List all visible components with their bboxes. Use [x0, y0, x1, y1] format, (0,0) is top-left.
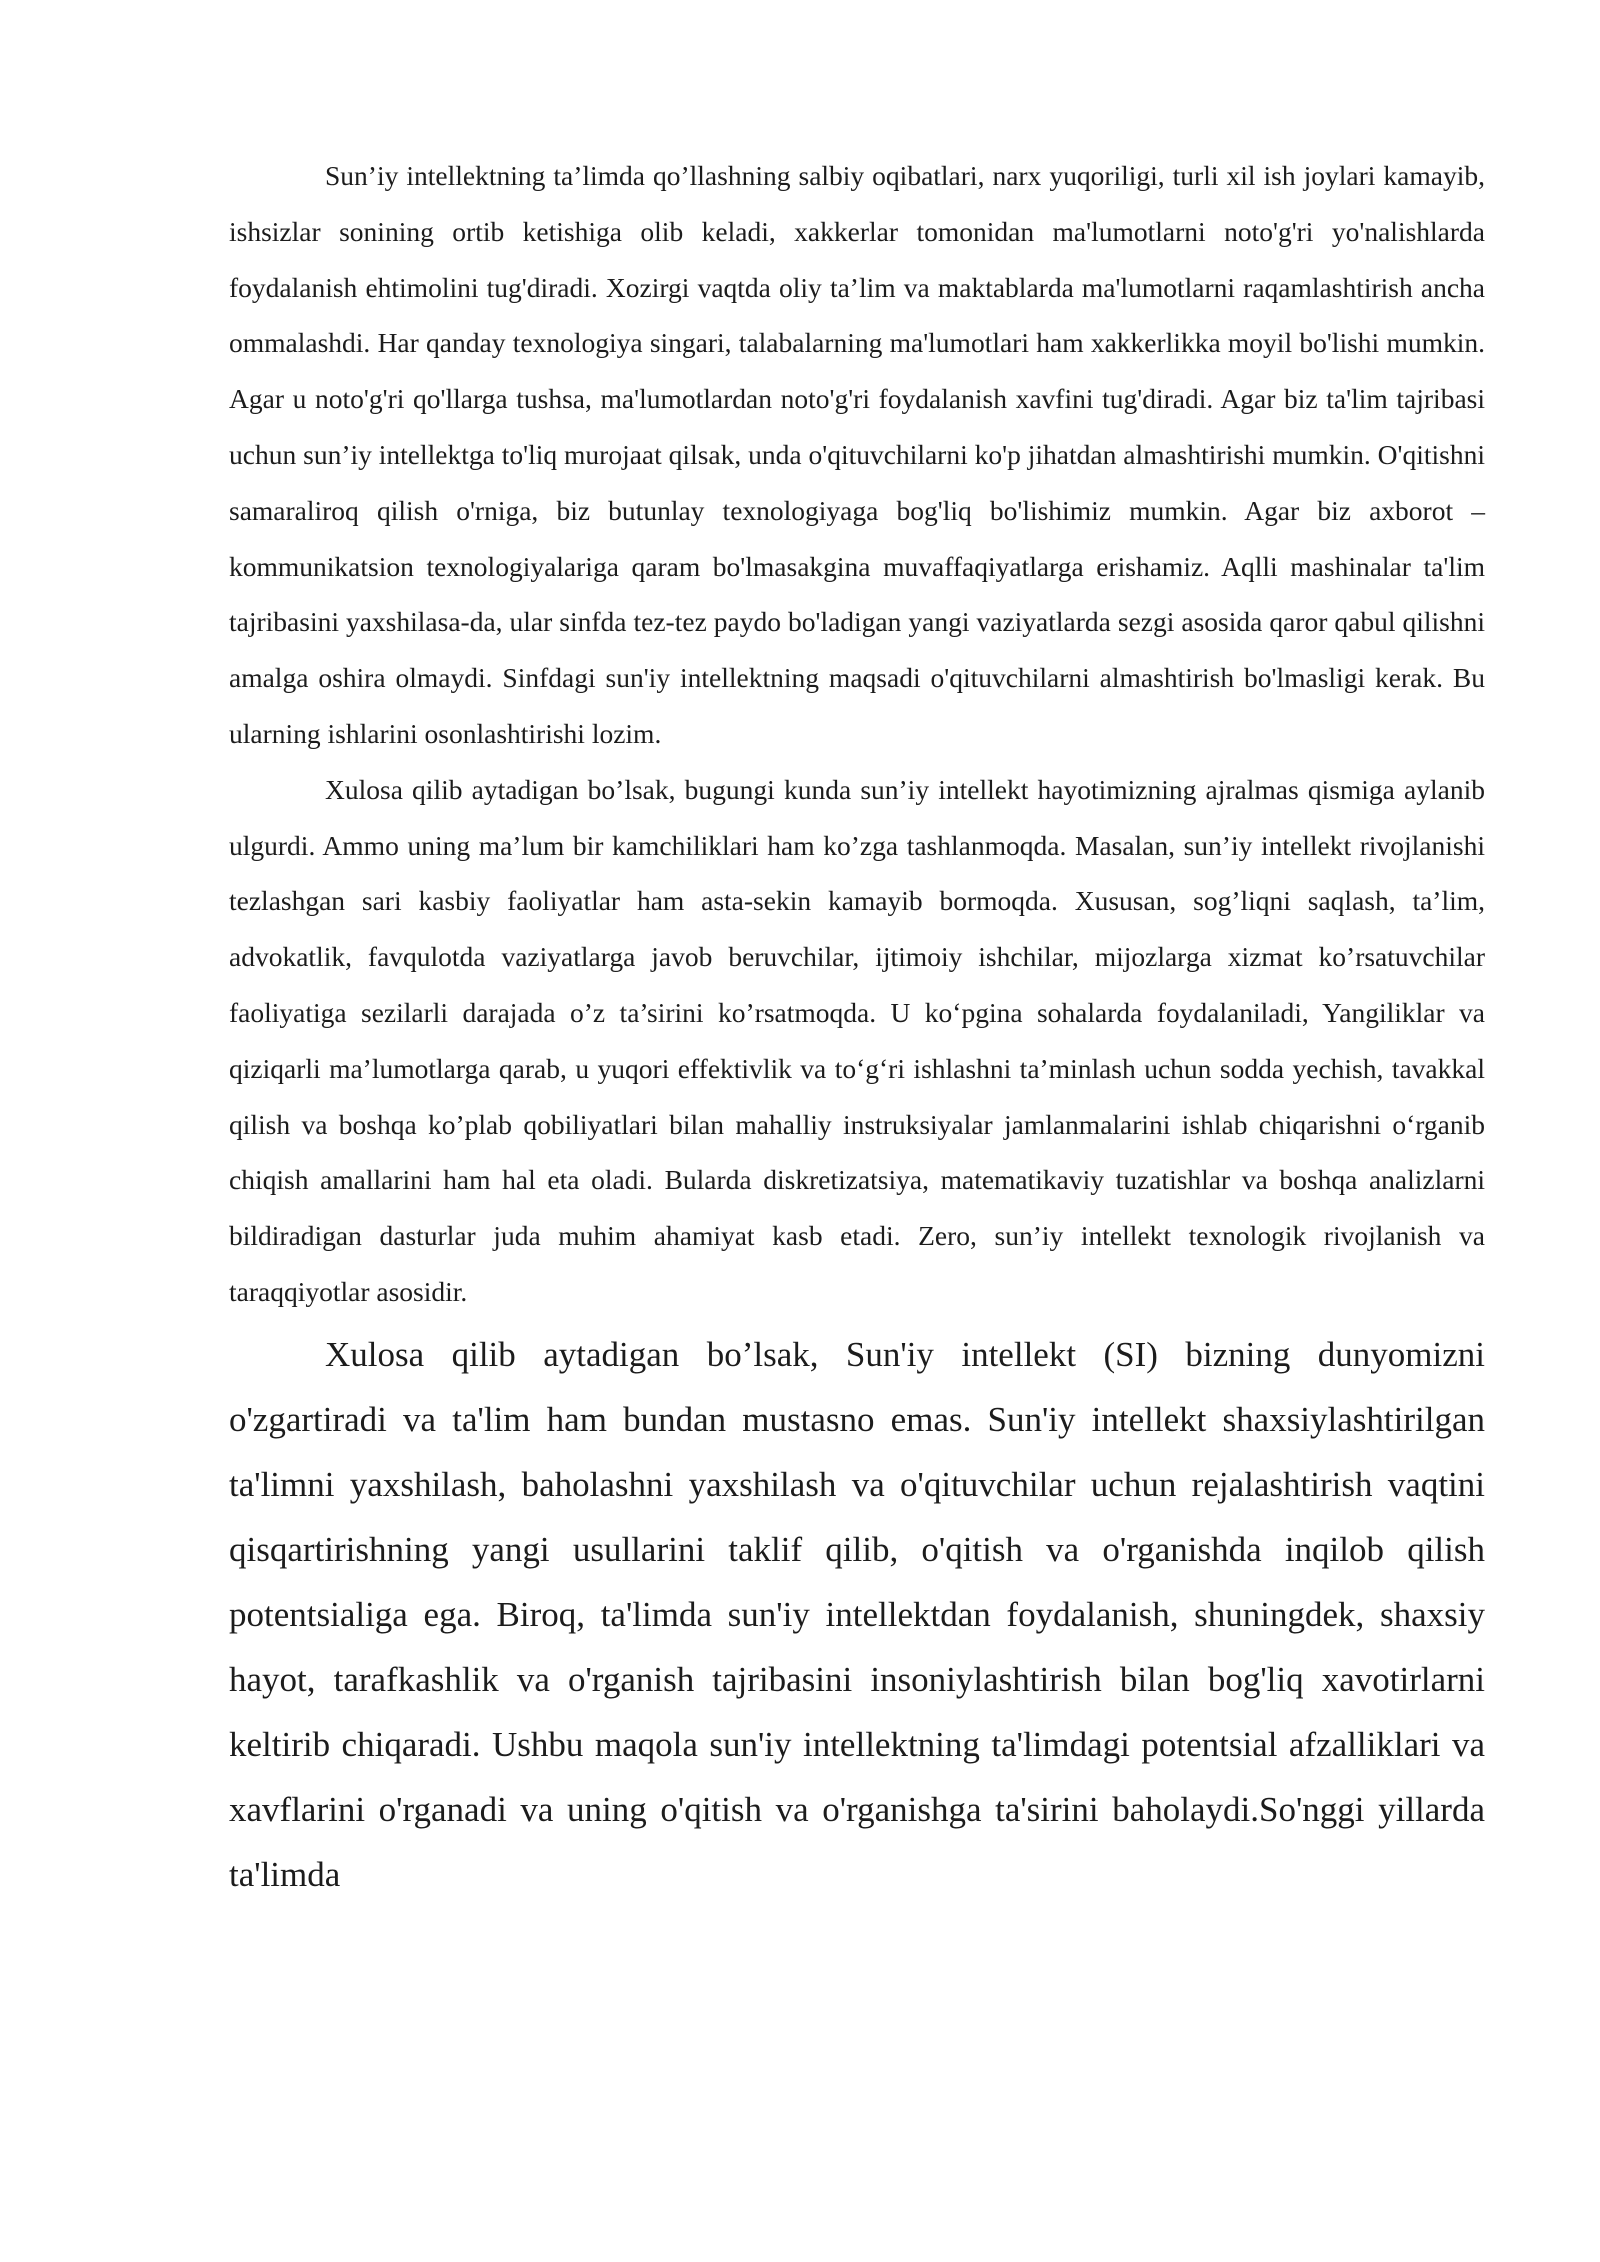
paragraph-conclusion-ai-education: Xulosa qilib aytadigan bo’lsak, Sun'iy intellekt (SI) bizning dunyomizni o'zgartiradi va ta'lim ham bundan mustasno emas. Sun'iy intellekt shaxsiylashtirilgan ta'limni yaxshilash, baholashni yaxshilash va o'qituvchilar uchun rejalashtirish vaqtini qisqartirishning yangi usullarini taklif qilib, o'qitish va o'rganishda inqilob qilish potentsialiga ega. Biroq, ta'limda sun'iy intellektdan foydalanish, shuningdek, shaxsiy hayot, tarafkashlik va o'rganish tajribasini insoniylashtirish bilan bog'liq xavotirlarni keltirib chiqaradi. Ushbu maqola sun'iy intellektning ta'limdagi potentsial afzalliklari va xavflarini o'rganadi va uning o'qitish va o'rganishga ta'sirini baholaydi.So'nggi yillarda ta'limda [229, 1334, 1485, 1894]
paragraph-conclusion-professions: Xulosa qilib aytadigan bo’lsak, bugungi kunda sun’iy intellekt hayotimizning ajralmas qismiga aylanib ulgurdi. Ammo uning ma’lum bir kamchiliklari ham ko’zga tashlanmoqda. Masalan, sun’iy intellekt rivojlanishi tezlashgan sari kasbiy faoliyatlar ham asta-sekin kamayib bormoqda. Xususan, sog’liqni saqlash, ta’lim, advokatlik, favqulotda vaziyatlarga javob beruvchilar, ijtimoiy ishchilar, mijozlarga xizmat ko’rsatuvchilar faoliyatiga sezilarli darajada o’z ta’sirini ko’rsatmoqda. U ko‘pgina sohalarda foydalaniladi, Yangiliklar va qiziqarli ma’lumotlarga qarab, u yuqori effektivlik va to‘g‘ri ishlashni ta’minlash uchun sodda yechish, tavakkal qilish va boshqa ko’plab qobiliyatlari bilan mahalliy instruksiyalar jamlanmalarini ishlab chiqarishni o‘rganib chiqish amallarini ham hal eta oladi. Bularda diskretizatsiya, matematikaviy tuzatishlar va boshqa analizlarni bildiradigan dasturlar juda muhim ahamiyat kasb etadi. Zero, sun’iy intellekt texnologik rivojlanish va taraqqiyotlar asosidir. [229, 773, 1485, 1307]
paragraph-ai-education-drawbacks: Sun’iy intellektning ta’limda qo’llashning salbiy oqibatlari, narx yuqoriligi, turli xil ish joylari kamayib, ishsizlar sonining ortib ketishiga olib keladi, xakkerlar tomonidan ma'lumotlarni noto'g'ri yo'nalishlarda foydalanish ehtimolini tug'diradi. Xozirgi vaqtda oliy ta’lim va maktablarda ma'lumotlarni raqamlashtirish ancha ommalashdi. Har qanday texnologiya singari, talabalarning ma'lumotlari ham xakkerlikka moyil bo'lishi mumkin. Agar u noto'g'ri qo'llarga tushsa, ma'lumotlardan noto'g'ri foydalanish xavfini tug'diradi. Agar biz ta'lim tajribasi uchun sun’iy intellektga to'liq murojaat qilsak, unda o'qituvchilarni ko'p jihatdan almashtirishi mumkin. O'qitishni samaraliroq qilish o'rniga, biz butunlay texnologiyaga bog'liq bo'lishimiz mumkin. Agar biz axborot – kommunikatsion texnologiyalariga qaram bo'lmasakgina muvaffaqiyatlarga erishamiz. Aqlli mashinalar ta'lim tajribasini yaxshilasa-da, ular sinfda tez-tez paydo bo'ladigan yangi vaziyatlarda sezgi asosida qaror qabul qilishni amalga oshira olmaydi. Sinfdagi sun'iy intellektning maqsadi o'qituvchilarni almashtirish bo'lmasligi kerak. Bu ularning ishlarini osonlashtirishi lozim. [229, 160, 1485, 749]
document-body [229, 148, 1485, 1907]
